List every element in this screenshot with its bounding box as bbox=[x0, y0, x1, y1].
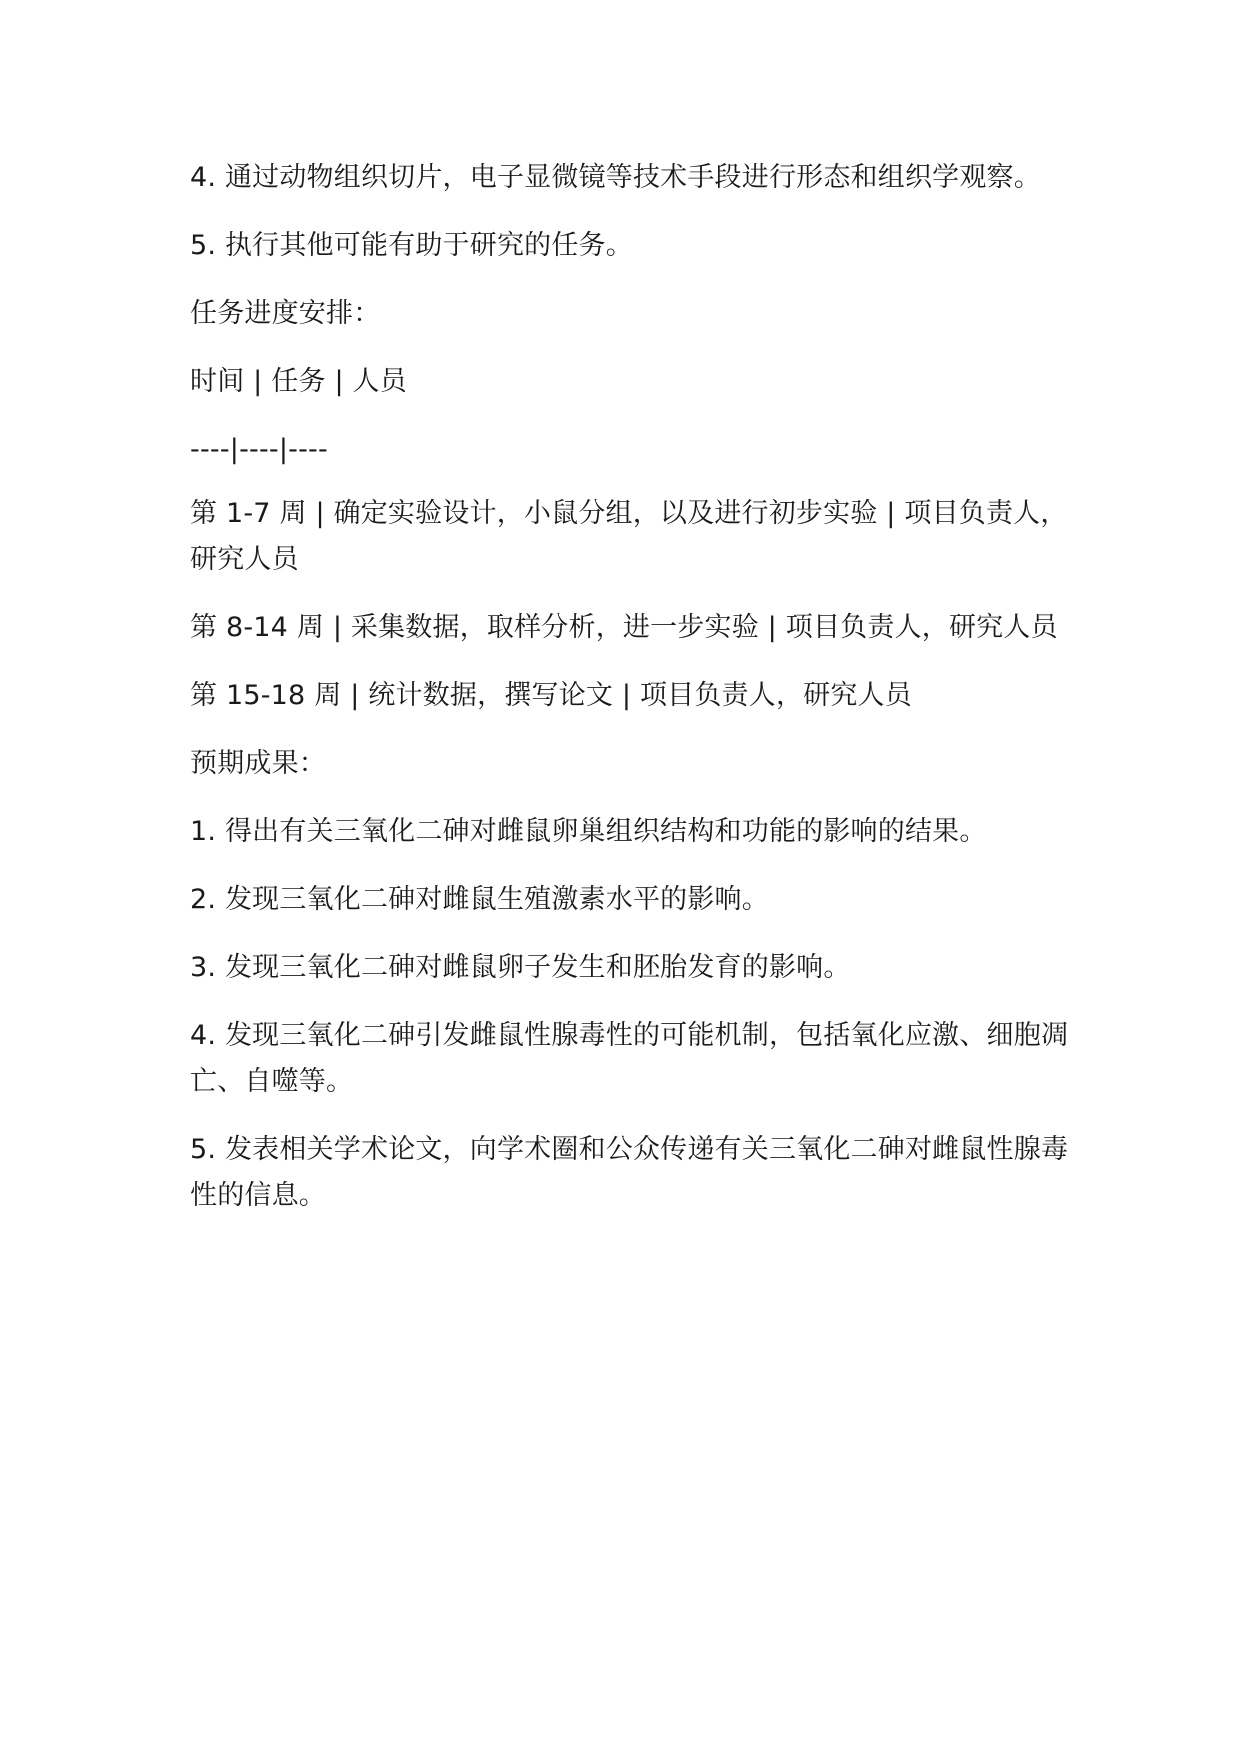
schedule-heading: 任务进度安排： bbox=[190, 298, 381, 329]
schedule-row-1: 第 1-7 周 | 确定实验设计，小鼠分组，以及进行初步实验 | 项目负责人，研究人员 bbox=[190, 498, 1068, 575]
outcomes-heading: 预期成果： bbox=[190, 748, 326, 779]
outcome-item-4: 4. 发现三氧化二砷引发雌鼠性腺毒性的可能机制，包括氧化应激、细胞凋亡、自噬等。 bbox=[190, 1020, 1069, 1097]
outcome-item-5: 5. 发表相关学术论文，向学术圈和公众传递有关三氧化二砷对雌鼠性腺毒性的信息。 bbox=[190, 1134, 1069, 1211]
outcome-item-3: 3. 发现三氧化二砷对雌鼠卵子发生和胚胎发育的影响。 bbox=[190, 952, 851, 983]
schedule-row-3: 第 15-18 周 | 统计数据，撰写论文 | 项目负责人，研究人员 bbox=[190, 680, 912, 711]
schedule-row-2: 第 8-14 周 | 采集数据，取样分析，进一步实验 | 项目负责人，研究人员 bbox=[190, 612, 1058, 643]
outcome-item-2: 2. 发现三氧化二砷对雌鼠生殖激素水平的影响。 bbox=[190, 884, 769, 915]
schedule-table-separator: ----|----|---- bbox=[190, 434, 328, 465]
document-body bbox=[190, 155, 1070, 1241]
schedule-table-header: 时间 | 任务 | 人员 bbox=[190, 366, 407, 397]
outcome-item-1: 1. 得出有关三氧化二砷对雌鼠卵巢组织结构和功能的影响的结果。 bbox=[190, 816, 987, 847]
task-item-5: 5. 执行其他可能有助于研究的任务。 bbox=[190, 230, 633, 261]
task-item-4: 4. 通过动物组织切片，电子显微镜等技术手段进行形态和组织学观察。 bbox=[190, 162, 1041, 193]
